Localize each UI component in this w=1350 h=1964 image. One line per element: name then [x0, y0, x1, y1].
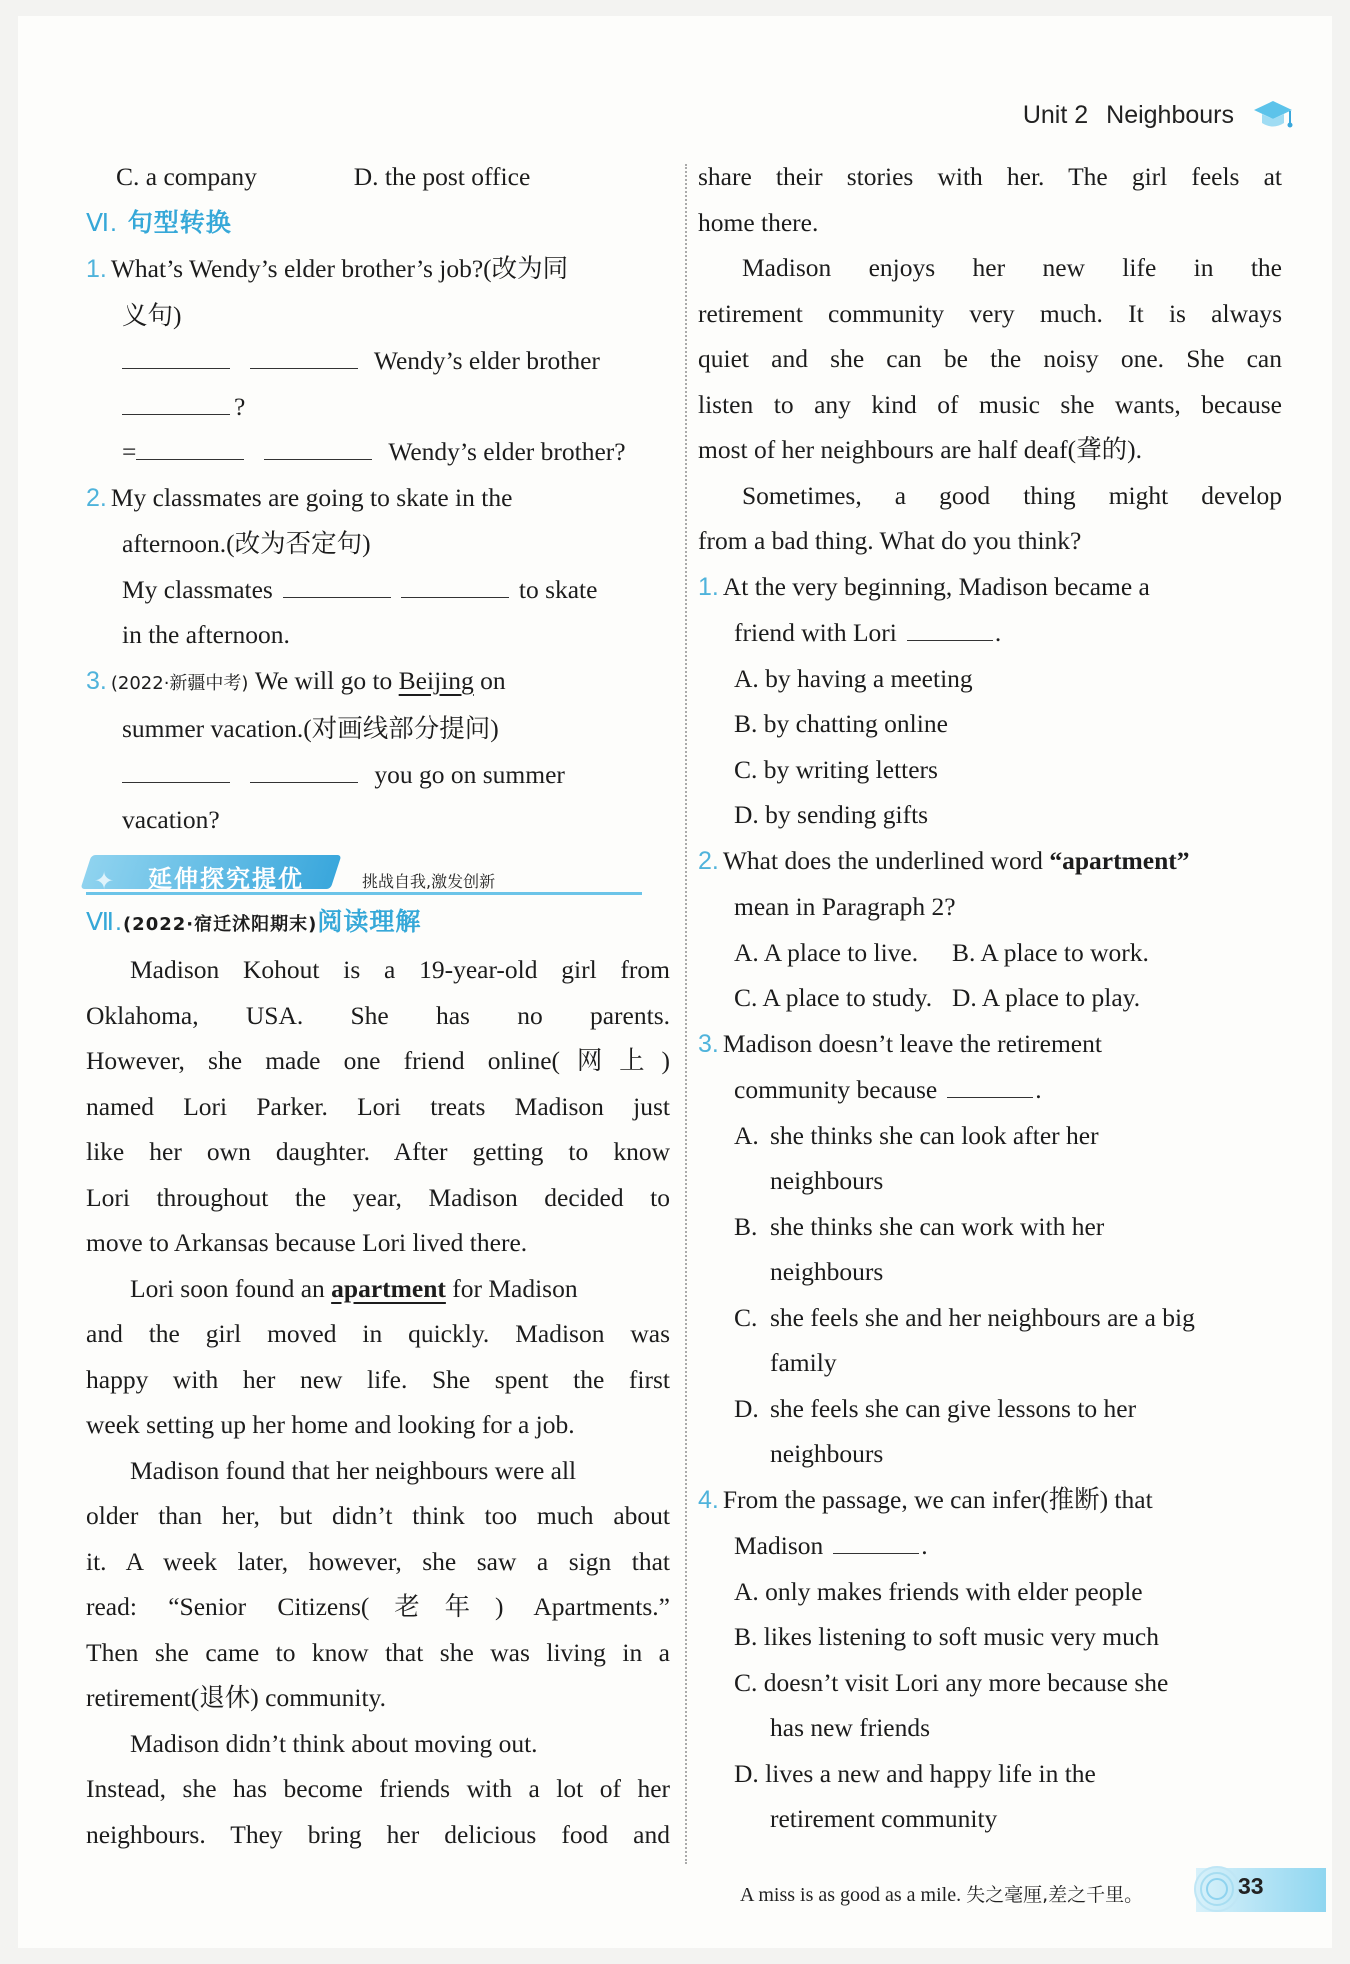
answer-blank[interactable]: [947, 1071, 1033, 1098]
section-heading-7: [86, 899, 670, 948]
question-text-cont: summer vacation.(对画线部分提问): [122, 714, 499, 743]
question-number: 4.: [698, 1485, 719, 1514]
answer-line: [86, 338, 670, 384]
question-1: [86, 246, 670, 293]
answer-line: [86, 752, 670, 798]
option-row: [86, 154, 670, 200]
underlined-word: Beijing: [398, 665, 474, 695]
answer-text: vacation?: [122, 805, 220, 834]
passage-line: neighbours. They bring her delicious food and: [86, 1819, 670, 1849]
question-number: 2.: [86, 483, 107, 512]
section-heading-6: [86, 200, 670, 247]
answer-blank[interactable]: [907, 614, 993, 641]
question-text: My classmates are going to skate in the: [110, 482, 513, 512]
option-label: C.: [734, 1302, 758, 1332]
passage-line: from a bad thing. What do you think?: [698, 526, 1082, 555]
question-text-cont: mean in Paragraph 2?: [734, 892, 956, 921]
reading-passage: [86, 947, 670, 1857]
question-text-cont: 义句): [122, 300, 182, 330]
answer-option[interactable]: B. likes listening to soft music very much: [734, 1622, 1159, 1651]
question-2: [86, 475, 670, 522]
passage-line: Oklahoma, USA. She has no parents.: [86, 1000, 670, 1030]
reading-question-3: [698, 1021, 1282, 1068]
spiral-icon: [1192, 1864, 1242, 1914]
answer-line: [86, 429, 670, 475]
reading-question-1: [698, 564, 1282, 611]
page-header: [1023, 98, 1294, 132]
question-number: 1.: [86, 255, 107, 283]
extension-banner: [86, 849, 670, 895]
option-row: [698, 930, 1282, 976]
reading-question-4: [698, 1477, 1282, 1524]
question-text: Madison doesn’t leave the retirement: [722, 1028, 1102, 1058]
answer-option[interactable]: A. only makes friends with elder people: [734, 1576, 1143, 1606]
answer-text: Wendy’s elder brother: [373, 346, 600, 375]
answer-option[interactable]: [698, 1386, 1282, 1432]
section-number: Ⅶ.: [86, 907, 123, 936]
option-label: A.: [734, 1120, 759, 1150]
column-divider: [685, 164, 687, 1864]
reading-question-2: [698, 838, 1282, 885]
passage-line: share their stories with her. The girl feels at: [698, 162, 1282, 191]
banner-rule: [86, 892, 642, 895]
passage-line: Madison enjoys her new life in the: [742, 253, 1282, 282]
passage-line: Lori throughout the year, Madison decided to: [86, 1182, 670, 1212]
proverb-chinese: 失之毫厘,差之千里。: [966, 1884, 1144, 1906]
passage-line: and the girl moved in quickly. Madison was: [86, 1319, 670, 1348]
section-title: 阅读理解: [317, 906, 422, 936]
question-text: on: [480, 665, 506, 695]
passage-line: it. A week later, however, she saw a sign that: [86, 1546, 670, 1576]
passage-line: move to Arkansas because Lori lived there.: [86, 1228, 528, 1257]
option-text-cont: neighbours: [770, 1257, 884, 1286]
answer-blank[interactable]: [250, 342, 358, 369]
passage-line: retirement community very much. It is always: [698, 298, 1282, 328]
option-row: [698, 975, 1282, 1021]
answer-blank[interactable]: [250, 756, 358, 783]
answer-option[interactable]: C. A place to study.: [734, 983, 933, 1012]
answer-option[interactable]: [698, 1113, 1282, 1159]
option-d: D. the post office: [353, 162, 531, 191]
answer-line: [86, 384, 670, 430]
option-label: B.: [734, 1211, 758, 1241]
answer-option[interactable]: D. A place to play.: [952, 983, 1141, 1012]
answer-option[interactable]: [698, 1295, 1282, 1341]
passage-line: retirement(退休) community.: [86, 1683, 387, 1712]
footer-proverb: [740, 1880, 1143, 1907]
passage-text: for Madison: [452, 1273, 578, 1303]
answer-option[interactable]: A. by having a meeting: [734, 663, 973, 693]
option-text: she thinks she can work with her: [770, 1211, 1105, 1241]
question-text: What’s Wendy’s elder brother’s job?(改为同: [110, 254, 569, 283]
option-text: she feels she can give lessons to her: [770, 1393, 1137, 1423]
answer-option[interactable]: [698, 1204, 1282, 1250]
option-text: she feels she and her neighbours are a big: [770, 1302, 1195, 1332]
question-number: 3.: [86, 666, 107, 695]
passage-line: quiet and she can be the noisy one. She can: [698, 344, 1282, 373]
answer-text: you go on summer: [374, 759, 565, 789]
option-text: she thinks she can look after her: [770, 1120, 1099, 1150]
answer-option[interactable]: B. by chatting online: [734, 709, 948, 738]
passage-line: listen to any kind of music she wants, because: [698, 389, 1282, 419]
passage-line: like her own daughter. After getting to know: [86, 1137, 670, 1166]
passage-line: Madison didn’t think about moving out.: [130, 1728, 538, 1758]
section-title: 句型转换: [127, 207, 232, 237]
question-text-cont: afternoon.(改为否定句): [122, 529, 371, 558]
question-text: friend with Lori: [734, 618, 897, 647]
passage-line: read: “Senior Citizens(老年) Apartments.”: [86, 1592, 670, 1621]
option-c: C. a company: [116, 162, 257, 191]
highlighted-word: “apartment”: [1049, 845, 1190, 875]
passage-line: Madison Kohout is a 19-year-old girl from: [130, 955, 670, 984]
answer-option[interactable]: D. by sending gifts: [734, 800, 929, 829]
answer-blank[interactable]: [122, 388, 230, 415]
graduation-cap-icon: [1252, 98, 1294, 132]
question-text: What does the underlined word: [722, 845, 1043, 875]
answer-text: to skate: [518, 574, 598, 604]
option-text-cont: neighbours: [770, 1166, 884, 1195]
passage-line: week setting up her home and looking for a job.: [86, 1410, 575, 1439]
answer-option[interactable]: A. A place to live.: [734, 937, 919, 967]
passage-line: happy with her new life. She spent the first: [86, 1364, 670, 1394]
passage-line: home there.: [698, 207, 819, 237]
page-number: 33: [1238, 1873, 1264, 1899]
question-number: 2.: [698, 846, 719, 875]
passage-line: older than her, but didn’t think too much about: [86, 1501, 670, 1530]
section-number: Ⅵ.: [86, 208, 119, 237]
answer-blank[interactable]: [833, 1527, 919, 1554]
passage-text: Lori soon found an: [130, 1273, 325, 1303]
answer-text: =: [122, 437, 137, 466]
question-text: Madison: [734, 1531, 824, 1560]
answer-option[interactable]: C. by writing letters: [734, 754, 938, 784]
question-number: 3.: [698, 1029, 719, 1058]
answer-option[interactable]: B. A place to work.: [952, 937, 1149, 967]
proverb-english: A miss is as good as a mile.: [740, 1884, 962, 1906]
passage-line: Sometimes, a good thing might develop: [742, 480, 1282, 510]
left-column: [86, 154, 670, 1857]
passage-line: However, she made one friend online(网上): [86, 1046, 670, 1075]
question-3: [86, 658, 670, 707]
banner-subtitle: 挑战自我,激发创新: [362, 871, 496, 891]
answer-text: Wendy’s elder brother?: [388, 437, 626, 466]
answer-blank[interactable]: [122, 342, 230, 369]
unit-title: Neighbours: [1106, 100, 1234, 129]
answer-option[interactable]: C. doesn’t visit Lori any more because she: [734, 1667, 1169, 1697]
option-text-cont: neighbours: [770, 1439, 884, 1468]
answer-option[interactable]: D. lives a new and happy life in the: [734, 1758, 1096, 1788]
answer-line: [86, 567, 670, 613]
question-text-cont: Madison .: [698, 1523, 1282, 1569]
passage-line: most of her neighbours are half deaf(聋的).: [698, 435, 1142, 464]
source-tag: (2022·宿迁沭阳期末): [122, 913, 318, 935]
source-tag: (2022·新疆中考): [110, 672, 249, 694]
right-column: [698, 154, 1282, 1842]
passage-line: Instead, she has become friends with a lot of her: [86, 1774, 670, 1803]
answer-blank[interactable]: [136, 433, 244, 460]
question-text: At the very beginning, Madison became a: [722, 571, 1150, 601]
option-text-cont: has new friends: [770, 1713, 931, 1742]
question-text-cont: friend with Lori .: [698, 610, 1282, 656]
passage-line: named Lori Parker. Lori treats Madison just: [86, 1091, 670, 1121]
answer-blank[interactable]: [283, 571, 391, 598]
banner-title: 延伸探究提优: [148, 864, 304, 893]
passage-line: Madison found that her neighbours were all: [130, 1455, 577, 1485]
answer-text: in the afternoon.: [122, 620, 290, 649]
sparkle-icon: ✦: [94, 866, 115, 895]
passage-line: Then she came to know that she was living in a: [86, 1637, 670, 1667]
question-text-cont: community because .: [698, 1067, 1282, 1113]
question-text: From the passage, we can infer(推断) that: [722, 1484, 1153, 1514]
underlined-word: apartment: [331, 1273, 446, 1303]
answer-blank[interactable]: [122, 756, 230, 783]
answer-text: My classmates: [122, 574, 273, 604]
passage-line: [86, 1266, 670, 1312]
question-text: community because: [734, 1075, 938, 1104]
option-text-cont: retirement community: [770, 1804, 998, 1833]
unit-label: Unit 2: [1022, 100, 1089, 129]
answer-text: ?: [234, 391, 246, 421]
question-text: We will go to: [254, 665, 393, 695]
answer-blank[interactable]: [401, 571, 509, 598]
option-text-cont: family: [770, 1348, 837, 1377]
option-label: D.: [734, 1393, 759, 1423]
answer-blank[interactable]: [264, 433, 372, 460]
question-number: 1.: [698, 572, 719, 601]
